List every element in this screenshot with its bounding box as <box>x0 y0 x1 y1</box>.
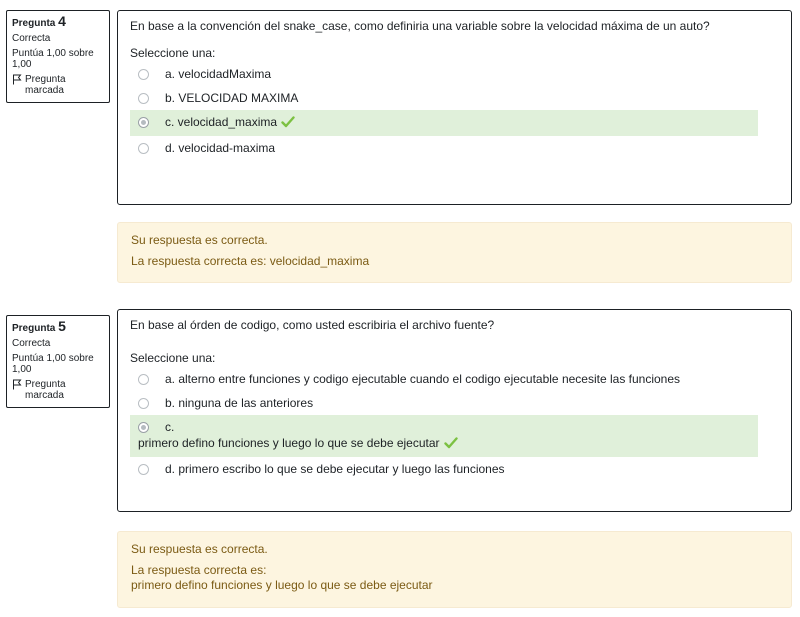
question-info-panel <box>6 315 110 408</box>
radio-icon[interactable] <box>138 143 149 154</box>
option-label: d. primero escribo lo que se debe ejecutar y luego las funciones <box>165 462 505 476</box>
question-label: Pregunta <box>12 323 56 334</box>
radio-icon[interactable] <box>138 117 149 128</box>
option-c-selected-correct[interactable] <box>130 110 758 136</box>
flag-question-toggle[interactable] <box>12 379 104 401</box>
option-a[interactable] <box>130 62 758 86</box>
feedback-general: Su respuesta es correcta. <box>131 542 268 556</box>
question-content <box>117 309 792 512</box>
radio-icon[interactable] <box>138 93 149 104</box>
question-info-panel <box>6 10 110 103</box>
checkmark-icon <box>281 116 295 131</box>
feedback-right-answer-text: primero defino funciones y luego lo que se debe ejecutar <box>131 578 433 592</box>
option-label: a. alterno entre funciones y codigo ejecutable cuando el codigo ejecutable necesite las funciones <box>165 372 681 386</box>
feedback-right-answer: La respuesta correcta es: velocidad_maxima <box>131 254 370 268</box>
question-state: Correcta <box>12 33 51 44</box>
flag-question-toggle[interactable] <box>12 74 104 96</box>
question-state: Correcta <box>12 338 51 349</box>
question-content <box>117 10 792 205</box>
option-label: c. velocidad_maxima <box>165 115 278 129</box>
option-label: primero defino funciones y luego lo que se debe ejecutar <box>138 436 440 450</box>
option-c-selected-correct[interactable] <box>130 415 758 457</box>
question-number: 4 <box>58 13 66 29</box>
question-text: En base a la convención del snake_case, como definiria una variable sobre la velocidad máxima de un auto? <box>130 19 710 33</box>
option-d[interactable] <box>130 457 758 481</box>
flag-icon <box>12 379 22 390</box>
radio-icon[interactable] <box>138 422 149 433</box>
radio-icon[interactable] <box>138 374 149 385</box>
option-d[interactable] <box>130 136 758 160</box>
answer-prompt: Seleccione una: <box>130 351 216 365</box>
option-label: d. velocidad-maxima <box>165 141 276 155</box>
feedback-box <box>117 222 792 283</box>
question-grade: Puntúa 1,00 sobre 1,00 <box>12 353 94 375</box>
option-label: a. velocidadMaxima <box>165 67 272 81</box>
checkmark-icon <box>444 437 458 452</box>
flag-label: Pregunta marcada <box>25 74 66 96</box>
feedback-general: Su respuesta es correcta. <box>131 233 268 247</box>
question-number: 5 <box>58 318 66 334</box>
option-b[interactable] <box>130 86 758 110</box>
answer-prompt: Seleccione una: <box>130 46 216 60</box>
question-text: En base al órden de codigo, como usted escribiria el archivo fuente? <box>130 318 495 332</box>
option-label: b. VELOCIDAD MAXIMA <box>165 91 299 105</box>
feedback-right-answer-label: La respuesta correcta es: <box>131 563 267 577</box>
option-label: b. ninguna de las anteriores <box>165 396 314 410</box>
option-letter: c. <box>165 420 175 434</box>
question-label: Pregunta <box>12 18 56 29</box>
answer-options <box>130 367 779 481</box>
option-b[interactable] <box>130 391 758 415</box>
flag-label: Pregunta marcada <box>25 379 66 401</box>
question-grade: Puntúa 1,00 sobre 1,00 <box>12 48 94 70</box>
radio-icon[interactable] <box>138 464 149 475</box>
feedback-box <box>117 531 792 608</box>
radio-icon[interactable] <box>138 69 149 80</box>
answer-options <box>130 62 779 160</box>
option-a[interactable] <box>130 367 758 391</box>
flag-icon <box>12 74 22 85</box>
radio-icon[interactable] <box>138 398 149 409</box>
